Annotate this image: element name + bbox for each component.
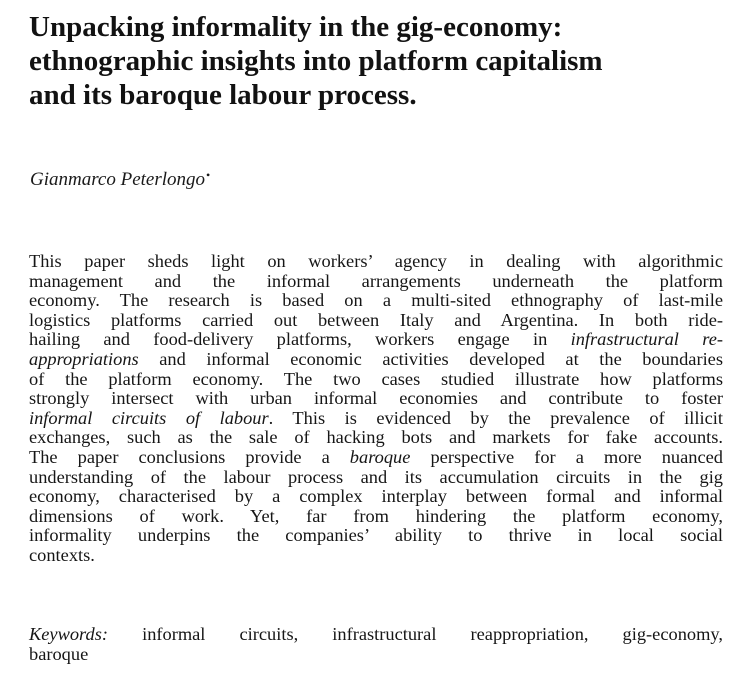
title-line: Unpacking informality in the gig-economy:	[29, 11, 563, 43]
abstract-emphasis: infrastructural re-	[570, 329, 723, 350]
abstract-line: informality underpins the companies’ ability to thrive in local social	[29, 525, 723, 546]
author-line	[30, 163, 210, 192]
abstract-text: hailing and food-delivery platforms, workers engage in	[29, 329, 571, 350]
abstract-emphasis: informal circuits of labour	[29, 407, 269, 428]
abstract-line: strongly intersect with urban informal economies and contribute to foster	[29, 388, 723, 409]
abstract-line	[29, 350, 723, 370]
author-name: Gianmarco Peterlongo	[30, 169, 206, 190]
abstract-line: economy, characterised by a complex interplay between formal and informal	[29, 486, 723, 507]
abstract-text: The paper conclusions provide a	[29, 446, 350, 467]
abstract-line: understanding of the labour process and its accumulation circuits in the gig	[29, 466, 723, 487]
abstract-line: logistics platforms carried out between Italy and Argentina. In both ride-	[29, 309, 723, 330]
abstract-line: dimensions of work. Yet, far from hindering the platform economy,	[29, 505, 723, 526]
keywords-label: Keywords:	[29, 624, 109, 644]
keywords-line: baroque	[29, 643, 89, 664]
abstract-line	[29, 330, 723, 350]
keywords-line	[29, 625, 723, 645]
abstract-text: . This is evidenced by the prevalence of illicit	[268, 407, 723, 428]
author-footnote-mark: •	[206, 168, 211, 182]
paper-title	[29, 10, 729, 112]
title-line: and its baroque labour process.	[29, 79, 417, 111]
abstract-line: management and the informal arrangements underneath the platform	[29, 270, 723, 291]
abstract-emphasis: baroque	[349, 446, 411, 467]
abstract-line	[29, 409, 723, 429]
abstract-line: of the platform economy. The two cases studied illustrate how platforms	[29, 368, 723, 389]
title-line: ethnographic insights into platform capitalism	[29, 45, 603, 77]
abstract-line: exchanges, such as the sale of hacking bots and markets for fake accounts.	[29, 427, 723, 448]
abstract-line: contexts.	[29, 544, 95, 565]
abstract-line	[29, 448, 723, 468]
abstract-emphasis: appropriations	[29, 348, 139, 369]
abstract	[29, 252, 723, 566]
abstract-text: perspective for a more nuanced	[410, 446, 723, 467]
abstract-text: and informal economic activities developed at the boundaries	[138, 348, 723, 369]
abstract-line: economy. The research is based on a multi-sited ethnography of last-mile	[29, 290, 723, 311]
keywords-text: informal circuits, infrastructural reappropriation, gig-economy,	[108, 624, 723, 644]
keywords	[29, 625, 723, 664]
abstract-line: This paper sheds light on workers’ agency in dealing with algorithmic	[29, 251, 723, 271]
